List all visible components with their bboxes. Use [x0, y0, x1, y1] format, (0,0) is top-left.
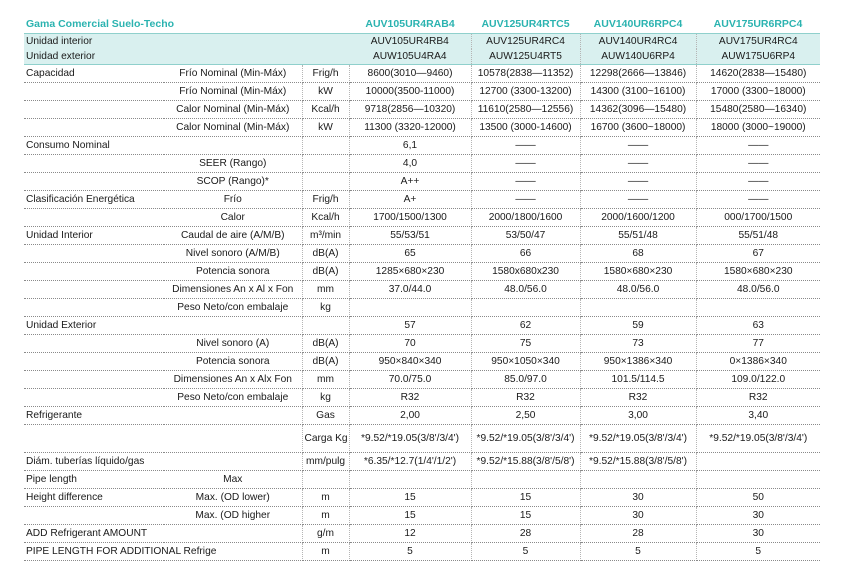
value-cell: 6,1: [349, 137, 471, 155]
row-group-label: [24, 245, 164, 263]
value-cell: 101.5/114.5: [580, 371, 696, 389]
row-unit: m³/min: [302, 227, 349, 245]
value-cell: A++: [349, 173, 471, 191]
value-cell: 48.0/56.0: [471, 281, 580, 299]
value-cell: *9.52/*15.88(3/8'/5/8'): [471, 453, 580, 471]
value-cell: 67: [696, 245, 820, 263]
value-cell: 14362(3096—15480): [580, 101, 696, 119]
table-row: [24, 371, 820, 389]
table-title: Gama Comercial Suelo-Techo: [26, 17, 175, 30]
table-row: [24, 155, 820, 173]
row-parameter-label: [164, 525, 302, 543]
table-row: [24, 173, 820, 191]
value-cell: 12: [349, 525, 471, 543]
value-cell: 5: [349, 543, 471, 561]
row-parameter-label: Frío Nominal (Min-Máx): [164, 83, 302, 101]
value-cell: 2,00: [349, 407, 471, 425]
value-cell: 12700 (3300-13200): [471, 83, 580, 101]
value-cell: ——: [696, 137, 820, 155]
row-parameter-label: SEER (Rango): [164, 155, 302, 173]
row-group-label: [24, 155, 164, 173]
value-cell: 14620(2838—15480): [696, 65, 820, 83]
table-row: [24, 227, 820, 245]
row-unit: Frig/h: [302, 65, 349, 83]
row-parameter-label: [164, 425, 302, 453]
value-cell: [696, 453, 820, 471]
value-cell: *9.52/*19.05(3/8'/3/4'): [471, 425, 580, 453]
value-cell: 30: [696, 507, 820, 525]
value-cell: 48.0/56.0: [696, 281, 820, 299]
value-cell: 48.0/56.0: [580, 281, 696, 299]
row-parameter-label: Potencia sonora: [164, 263, 302, 281]
row-unit: Carga Kg: [302, 425, 349, 453]
row-parameter-label: Frío: [164, 191, 302, 209]
row-group-label: Clasificación Energética: [24, 191, 164, 209]
table-row: [24, 209, 820, 227]
value-cell: 18000 (3000~19000): [696, 119, 820, 137]
model-header: AUV105UR4RAB4: [365, 17, 455, 30]
row-group-label: [24, 101, 164, 119]
row-unit: dB(A): [302, 353, 349, 371]
table-row: [24, 317, 820, 335]
row-unit: dB(A): [302, 335, 349, 353]
row-group-label: Pipe length: [24, 471, 164, 489]
row-parameter-label: Max: [164, 471, 302, 489]
row-parameter-label: Potencia sonora: [164, 353, 302, 371]
header-spacer: [302, 15, 349, 34]
value-cell: [580, 471, 696, 489]
row-group-label: [24, 263, 164, 281]
table-row: [24, 101, 820, 119]
row-group-label: Height difference: [24, 489, 164, 507]
row-unit: m: [302, 507, 349, 525]
row-unit: dB(A): [302, 245, 349, 263]
value-cell: ——: [471, 173, 580, 191]
value-cell: 66: [471, 245, 580, 263]
value-cell: 15: [349, 489, 471, 507]
value-cell: 70.0/75.0: [349, 371, 471, 389]
table-row: [24, 407, 820, 425]
unit-model-cell: AUW140U6RP4: [580, 49, 696, 65]
table-row: [24, 137, 820, 155]
value-cell: ——: [471, 191, 580, 209]
value-cell: R32: [580, 389, 696, 407]
value-cell: R32: [471, 389, 580, 407]
value-cell: *9.52/*19.05(3/8'/3/4'): [696, 425, 820, 453]
value-cell: 11610(2580—12556): [471, 101, 580, 119]
table-row: [24, 425, 820, 453]
row-group-label: ADD Refrigerant AMOUNT: [24, 525, 164, 543]
value-cell: ——: [580, 155, 696, 173]
row-group-label: [24, 425, 164, 453]
row-group-label: Unidad Exterior: [24, 317, 164, 335]
value-cell: 1580×680×230: [696, 263, 820, 281]
value-cell: 11300 (3320-12000): [349, 119, 471, 137]
row-parameter-label: Max. (OD lower): [164, 489, 302, 507]
value-cell: 73: [580, 335, 696, 353]
table-row: [24, 335, 820, 353]
value-cell: 57: [349, 317, 471, 335]
row-unit: mm: [302, 371, 349, 389]
value-cell: ——: [580, 137, 696, 155]
value-cell: *9.52/*19.05(3/8'/3/4'): [349, 425, 471, 453]
value-cell: 37.0/44.0: [349, 281, 471, 299]
table-row: [24, 281, 820, 299]
table-row: [24, 83, 820, 101]
value-cell: 8600(3010—9460): [349, 65, 471, 83]
header-row: [24, 15, 820, 34]
row-group-label: [24, 299, 164, 317]
value-cell: 85.0/97.0: [471, 371, 580, 389]
value-cell: 2000/1800/1600: [471, 209, 580, 227]
table-row: [24, 119, 820, 137]
value-cell: 950×1050×340: [471, 353, 580, 371]
value-cell: 0×1386×340: [696, 353, 820, 371]
unit-row-label: Unidad exterior: [24, 49, 349, 65]
value-cell: 12298(2666—13846): [580, 65, 696, 83]
table-row: [24, 263, 820, 281]
row-group-label: [24, 335, 164, 353]
value-cell: 5: [580, 543, 696, 561]
value-cell: 53/50/47: [471, 227, 580, 245]
value-cell: 3,40: [696, 407, 820, 425]
table-row: [24, 353, 820, 371]
row-unit: m: [302, 543, 349, 561]
value-cell: 15: [349, 507, 471, 525]
value-cell: 77: [696, 335, 820, 353]
value-cell: ——: [696, 173, 820, 191]
unit-model-cell: AUW175U6RP4: [696, 49, 820, 65]
value-cell: 2,50: [471, 407, 580, 425]
row-parameter-label: [164, 407, 302, 425]
row-unit: Kcal/h: [302, 101, 349, 119]
value-cell: 4,0: [349, 155, 471, 173]
row-unit: [302, 317, 349, 335]
value-cell: 62: [471, 317, 580, 335]
value-cell: 59: [580, 317, 696, 335]
value-cell: 30: [696, 525, 820, 543]
table-row: [24, 543, 820, 561]
value-cell: 1285×680×230: [349, 263, 471, 281]
row-unit: mm/pulg: [302, 453, 349, 471]
row-group-label: [24, 353, 164, 371]
value-cell: 10000(3500-11000): [349, 83, 471, 101]
value-cell: 30: [580, 489, 696, 507]
row-parameter-label: Calor Nominal (Min-Máx): [164, 119, 302, 137]
value-cell: 950×840×340: [349, 353, 471, 371]
value-cell: 1580x680x230: [471, 263, 580, 281]
row-parameter-label: Frío Nominal (Min-Máx): [164, 65, 302, 83]
row-parameter-label: Caudal de aire (A/M/B): [164, 227, 302, 245]
value-cell: 13500 (3000-14600): [471, 119, 580, 137]
value-cell: [349, 299, 471, 317]
row-group-label: [24, 209, 164, 227]
value-cell: ——: [471, 137, 580, 155]
row-unit: kW: [302, 83, 349, 101]
value-cell: 75: [471, 335, 580, 353]
value-cell: [471, 471, 580, 489]
table-row: [24, 489, 820, 507]
row-group-label: [24, 389, 164, 407]
row-parameter-label: Nivel sonoro (A/M/B): [164, 245, 302, 263]
unit-model-cell: AUV140UR4RC4: [580, 34, 696, 50]
row-unit: kg: [302, 299, 349, 317]
row-unit: g/m: [302, 525, 349, 543]
value-cell: 68: [580, 245, 696, 263]
table-row: [24, 389, 820, 407]
row-unit: Frig/h: [302, 191, 349, 209]
table-row: [24, 245, 820, 263]
value-cell: 15: [471, 507, 580, 525]
value-cell: 30: [580, 507, 696, 525]
row-unit: m: [302, 489, 349, 507]
row-group-label: Unidad Interior: [24, 227, 164, 245]
value-cell: 2000/1600/1200: [580, 209, 696, 227]
value-cell: 70: [349, 335, 471, 353]
unit-model-cell: AUW125U4RT5: [471, 49, 580, 65]
value-cell: ——: [696, 155, 820, 173]
value-cell: 14300 (3100~16100): [580, 83, 696, 101]
value-cell: 10578(2838—11352): [471, 65, 580, 83]
table-row: [24, 191, 820, 209]
table-row: [24, 471, 820, 489]
unit-model-cell: AUV125UR4RC4: [471, 34, 580, 50]
row-group-label: [24, 507, 164, 525]
row-parameter-label: Dimensiones An x Alx Fon: [164, 371, 302, 389]
unit-model-cell: AUV175UR4RC4: [696, 34, 820, 50]
table-row: [24, 525, 820, 543]
value-cell: 55/51/48: [580, 227, 696, 245]
value-cell: A+: [349, 191, 471, 209]
model-header: AUV125UR4RTC5: [481, 17, 570, 30]
value-cell: [696, 471, 820, 489]
value-cell: 1700/1500/1300: [349, 209, 471, 227]
row-parameter-label: [164, 317, 302, 335]
value-cell: ——: [696, 191, 820, 209]
row-unit: [302, 137, 349, 155]
row-group-label: [24, 173, 164, 191]
value-cell: 1580×680×230: [580, 263, 696, 281]
row-group-label: Diám. tuberías líquido/gas: [24, 453, 164, 471]
value-cell: [580, 299, 696, 317]
value-cell: 28: [580, 525, 696, 543]
row-group-label: [24, 83, 164, 101]
value-cell: *6.35/*12.7(1/4'/1/2'): [349, 453, 471, 471]
value-cell: 9718(2856—10320): [349, 101, 471, 119]
value-cell: [349, 471, 471, 489]
row-parameter-label: Calor: [164, 209, 302, 227]
unit-row-outdoor: [24, 49, 820, 65]
unit-model-cell: AUV105UR4RB4: [349, 34, 471, 50]
table-row: [24, 65, 820, 83]
value-cell: ——: [471, 155, 580, 173]
row-unit: Kcal/h: [302, 209, 349, 227]
value-cell: 5: [696, 543, 820, 561]
value-cell: 109.0/122.0: [696, 371, 820, 389]
value-cell: 16700 (3600~18000): [580, 119, 696, 137]
row-group-label: Consumo Nominal: [24, 137, 164, 155]
table-row: [24, 507, 820, 525]
value-cell: ——: [580, 191, 696, 209]
row-unit: kg: [302, 389, 349, 407]
row-unit: mm: [302, 281, 349, 299]
value-cell: 15480(2580—16340): [696, 101, 820, 119]
row-parameter-label: SCOP (Rango)*: [164, 173, 302, 191]
value-cell: 55/51/48: [696, 227, 820, 245]
value-cell: 950×1386×340: [580, 353, 696, 371]
value-cell: 5: [471, 543, 580, 561]
row-parameter-label: [164, 137, 302, 155]
row-parameter-label: Peso Neto/con embalaje: [164, 389, 302, 407]
model-header: AUV175UR6RPC4: [713, 17, 803, 30]
value-cell: 15: [471, 489, 580, 507]
value-cell: 65: [349, 245, 471, 263]
value-cell: 28: [471, 525, 580, 543]
row-group-label: PIPE LENGTH FOR ADDITIONAL Refrige: [24, 543, 164, 561]
row-unit: [302, 471, 349, 489]
value-cell: R32: [349, 389, 471, 407]
row-group-label: [24, 119, 164, 137]
value-cell: ——: [580, 173, 696, 191]
value-cell: R32: [696, 389, 820, 407]
spec-table: [24, 15, 820, 561]
value-cell: [471, 299, 580, 317]
value-cell: *9.52/*15.88(3/8'/5/8'): [580, 453, 696, 471]
row-parameter-label: Max. (OD higher: [164, 507, 302, 525]
value-cell: 3,00: [580, 407, 696, 425]
value-cell: 50: [696, 489, 820, 507]
row-group-label: [24, 371, 164, 389]
row-unit: Gas: [302, 407, 349, 425]
value-cell: [696, 299, 820, 317]
table-row: [24, 299, 820, 317]
value-cell: 63: [696, 317, 820, 335]
row-group-label: Capacidad: [24, 65, 164, 83]
value-cell: 000/1700/1500: [696, 209, 820, 227]
row-unit: dB(A): [302, 263, 349, 281]
value-cell: 55/53/51: [349, 227, 471, 245]
unit-model-cell: AUW105U4RA4: [349, 49, 471, 65]
row-parameter-label: Dimensiones An x Al x Fon: [164, 281, 302, 299]
value-cell: 17000 (3300~18000): [696, 83, 820, 101]
row-parameter-label: [164, 453, 302, 471]
row-group-label: Refrigerante: [24, 407, 164, 425]
row-unit: [302, 155, 349, 173]
value-cell: *9.52/*19.05(3/8'/3/4'): [580, 425, 696, 453]
row-unit: [302, 173, 349, 191]
row-parameter-label: Nivel sonoro (A): [164, 335, 302, 353]
row-parameter-label: Peso Neto/con embalaje: [164, 299, 302, 317]
unit-row-indoor: [24, 34, 820, 50]
model-header: AUV140UR6RPC4: [593, 17, 683, 30]
row-group-label: [24, 281, 164, 299]
row-unit: kW: [302, 119, 349, 137]
unit-row-label: Unidad interior: [24, 34, 349, 50]
row-parameter-label: Calor Nominal (Min-Máx): [164, 101, 302, 119]
table-row: [24, 453, 820, 471]
